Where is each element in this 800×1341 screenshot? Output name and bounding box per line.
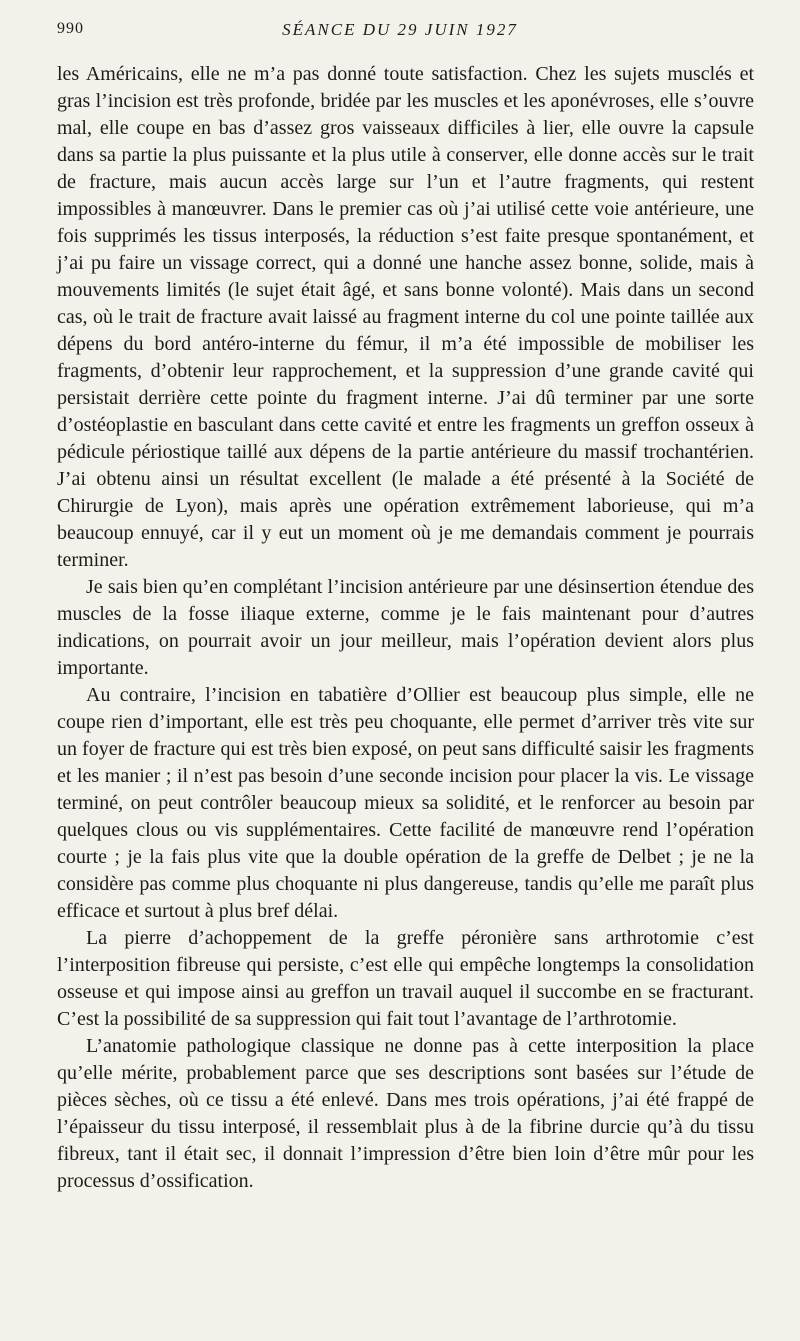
- paragraph: L’anatomie pathologique classique ne donne pas à cette interposition la place qu’elle mérite, probablement parce que ses descriptions sont basées sur l’étude de pièces sèches, où ce tissu a été enlevé. Dans mes trois opérations, j’ai été frappé de l’épaisseur du tissu interposé, il ressemblait plus à de la fibrine durcie qu’à du tissu fibreux, tant il était sec, il donnait l’impression d’être bien loin d’être mûr pour les processus d’ossification.: [57, 1035, 754, 1192]
- page-header: [57, 20, 743, 44]
- running-head: SÉANCE DU 29 JUIN 1927: [282, 20, 518, 39]
- paragraph: les Américains, elle ne m’a pas donné toute satisfaction. Chez les sujets musclés et gras l’incision est très profonde, bridée par les muscles et les aponévroses, elle s’ouvre mal, elle coupe en bas d’assez gros vaisseaux difficiles à lier, elle ouvre la capsule dans sa partie la plus puissante et la plus utile à conserver, elle donne accès sur le trait de fracture, mais aucun accès large sur l’un et l’autre fragments, qui restent impossibles à manœuvrer. Dans le premier cas où j’ai utilisé cette voie antérieure, une fois supprimés les tissus interposés, la réduction s’est faite presque spontanément, et j’ai pu faire un vissage correct, qui a donné une hanche assez bonne, solide, mais à mouvements limités (le sujet était âgé, et sans bonne volonté). Mais dans un second cas, où le trait de fracture avait laissé au fragment interne du col une pointe taillée aux dépens du bord antéro-interne du fémur, il m’a été impossible de mobiliser les fragments, d’obtenir leur rapprochement, et la suppression d’une grande cavité qui persistait derrière cette pointe du fragment interne. J’ai dû terminer par une sorte d’ostéoplastie en basculant dans cette cavité et entre les fragments un greffon osseux à pédicule périostique taillé aux dépens de la partie antérieure du massif trochantérien. J’ai obtenu ainsi un résultat excellent (le malade a été présenté à la Société de Chirurgie de Lyon), mais après une opération extrêmement laborieuse, qui m’a beaucoup ennuyé, car il y eut un moment où je me demandais comment je pourrais terminer.: [57, 63, 754, 571]
- paragraph: Au contraire, l’incision en tabatière d’Ollier est beaucoup plus simple, elle ne coupe rien d’important, elle est très peu choquante, elle permet d’arriver très vite sur un foyer de fracture qui est très bien exposé, on peut sans difficulté saisir les fragments et les manier ; il n’est pas besoin d’une seconde incision pour placer la vis. Le vissage terminé, on peut contrôler beaucoup mieux sa solidité, et le renforcer au besoin par quelques clous ou vis supplémentaires. Cette facilité de manœuvre rend l’opération courte ; je la fais plus vite que la double opération de la greffe de Delbet ; je ne la considère pas comme plus choquante ni plus dangereuse, tandis qu’elle me paraît plus efficace et surtout à plus bref délai.: [57, 684, 754, 922]
- paragraph: Je sais bien qu’en complétant l’incision antérieure par une désinsertion étendue des muscles de la fosse iliaque externe, comme je le fais maintenant pour d’autres indications, on pourrait avoir un jour meilleur, mais l’opération devient alors plus importante.: [57, 576, 754, 679]
- paragraph: La pierre d’achoppement de la greffe péronière sans arthrotomie c’est l’interposition fibreuse qui persiste, c’est elle qui empêche longtemps la consolidation osseuse et qui impose ainsi au greffon un travail auquel il succombe en se fracturant. C’est la possibilité de sa suppression qui fait tout l’avantage de l’arthrotomie.: [57, 927, 754, 1030]
- body-text: [57, 61, 754, 1195]
- page-number: 990: [57, 20, 84, 37]
